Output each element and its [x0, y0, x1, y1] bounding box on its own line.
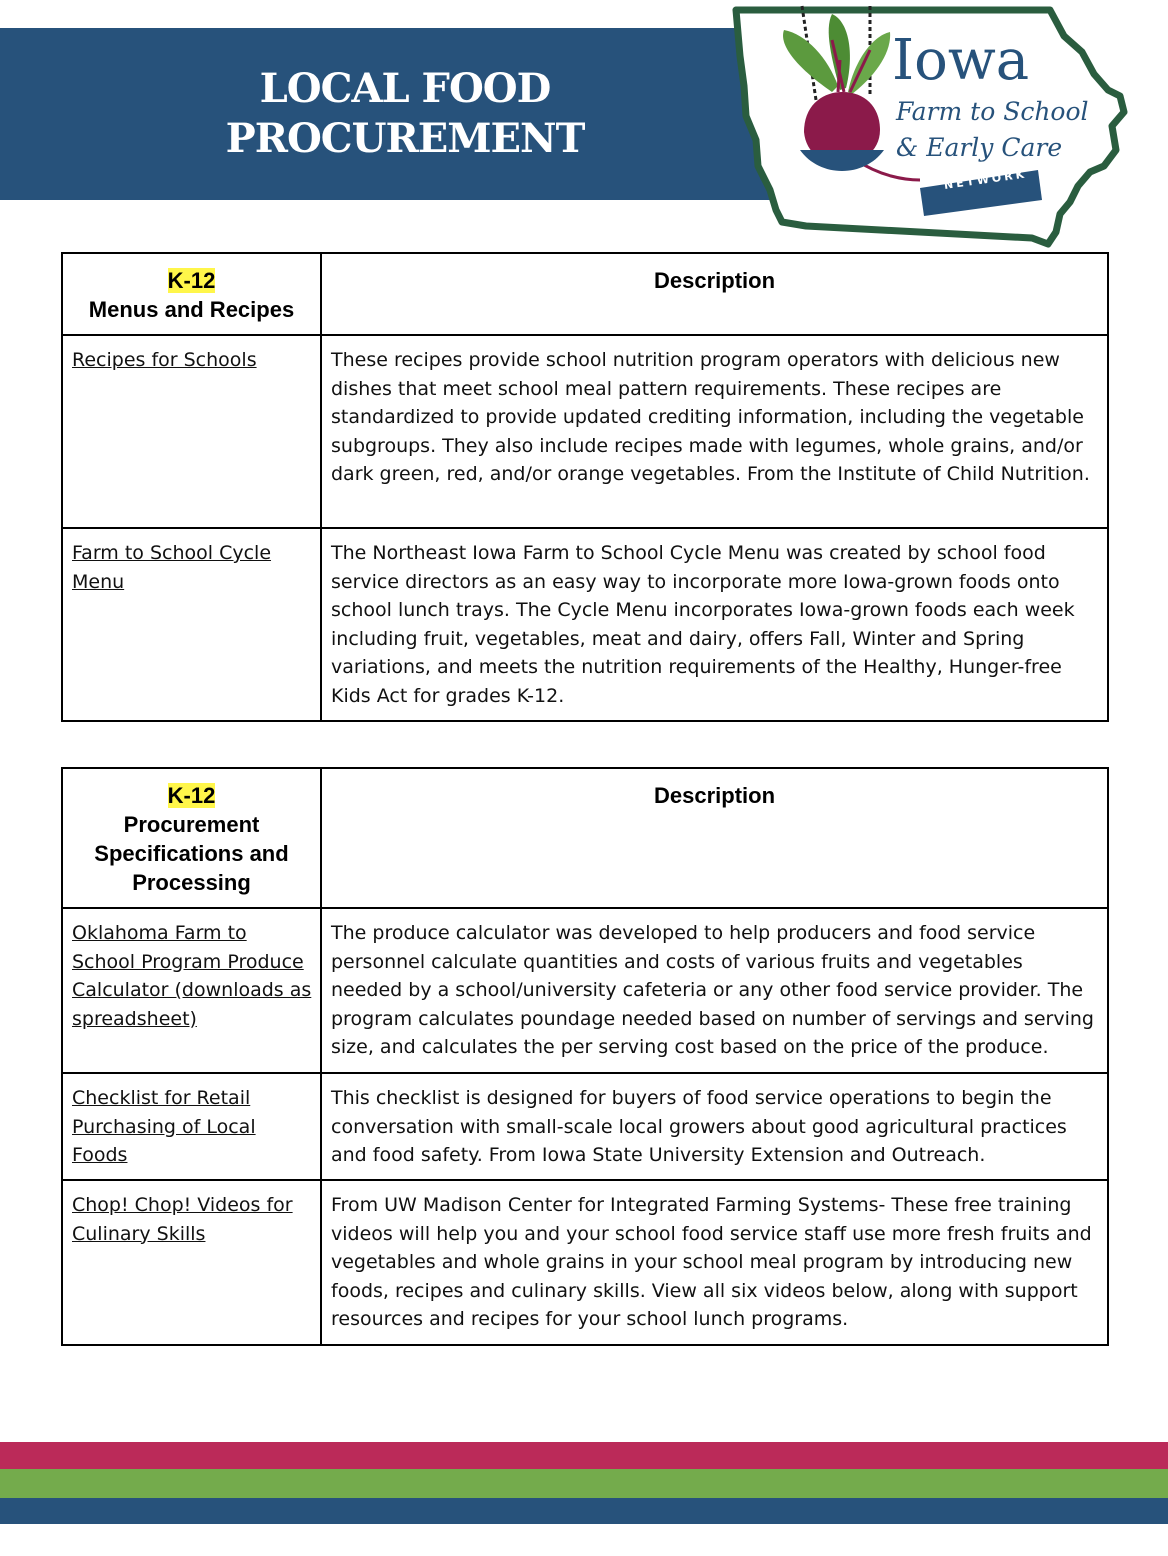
page-title-line2: PROCUREMENT	[225, 115, 585, 162]
procurement-table	[61, 767, 1109, 1346]
footer-stripe-pink	[0, 1442, 1168, 1469]
resource-link-retail-checklist[interactable]: Checklist for Retail Purchasing of Local Foods	[72, 1087, 256, 1166]
menus-recipes-table	[61, 252, 1109, 722]
k12-badge: K-12	[167, 783, 216, 808]
resource-link-produce-calculator[interactable]: Oklahoma Farm to School Program Produce Calculator (downloads as spreadsheet)	[72, 922, 312, 1030]
resource-cell	[62, 528, 321, 721]
iowa-farm-to-school-logo	[720, 0, 1150, 252]
k12-badge: K-12	[167, 268, 216, 293]
resource-link-farm-to-school-cycle-menu[interactable]: Farm to School Cycle Menu	[72, 542, 272, 593]
footer-stripe-green	[0, 1469, 1168, 1498]
resource-description: This checklist is designed for buyers of food service operations to begin the conversation with small-scale local growers about good agricultural practices and food safety. From Iowa State University Extension and Outreach.	[321, 1073, 1108, 1180]
logo-network-label: NETWORK	[943, 167, 1028, 192]
page-title-line1: LOCAL FOOD	[259, 65, 551, 112]
description-header: Description	[321, 253, 1108, 335]
table-header-row	[62, 768, 1108, 908]
resource-description: The produce calculator was developed to help producers and food service personnel calculate quantities and costs of various fruits and vegetables needed by a school/university cafeteria or any other food service provider. The program calculates poundage needed based on number of servings and serving size, and calculates the per serving cost based on the price of the produce.	[321, 908, 1108, 1073]
logo-subtitle-line1: Farm to School	[896, 97, 1089, 126]
table-header-row	[62, 253, 1108, 335]
logo-subtitle-line2: & Early Care	[896, 133, 1063, 162]
category-title-line3: Processing	[132, 870, 251, 895]
table-row	[62, 335, 1108, 528]
category-header	[62, 253, 321, 335]
footer-stripe-blue	[0, 1498, 1168, 1524]
category-title-line1: Procurement	[123, 812, 260, 837]
table-row	[62, 908, 1108, 1073]
description-header: Description	[321, 768, 1108, 908]
resource-cell	[62, 1180, 321, 1345]
category-header	[62, 768, 321, 908]
table-row	[62, 1073, 1108, 1180]
resource-description: From UW Madison Center for Integrated Farming Systems- These free training videos will help you and your school food service staff use more fresh fruits and vegetables and whole grains in your school meal program by introducing new foods, recipes and culinary skills. View all six videos below, along with support resources and recipes for your school lunch programs.	[321, 1180, 1108, 1345]
resource-description: These recipes provide school nutrition program operators with delicious new dishes that meet school meal pattern requirements. These recipes are standardized to provide updated crediting information, including the vegetable subgroups. They also include recipes made with legumes, whole grains, and/or dark green, red, and/or orange vegetables. From the Institute of Child Nutrition.	[321, 335, 1108, 528]
table-row	[62, 528, 1108, 721]
resource-cell	[62, 1073, 321, 1180]
resource-description: The Northeast Iowa Farm to School Cycle Menu was created by school food service directors as an easy way to incorporate more Iowa-grown foods onto school lunch trays. The Cycle Menu incorporates Iowa-grown foods each week including fruit, vegetables, meat and dairy, offers Fall, Winter and Spring variations, and meets the nutrition requirements of the Healthy, Hunger-free Kids Act for grades K-12.	[321, 528, 1108, 721]
resource-cell	[62, 908, 321, 1073]
category-title: Menus and Recipes	[88, 297, 295, 322]
resource-link-recipes-for-schools[interactable]: Recipes for Schools	[72, 349, 257, 371]
table-row	[62, 1180, 1108, 1345]
page-title	[190, 64, 620, 164]
category-title-line2: Specifications and	[94, 841, 289, 866]
resource-link-chop-chop-videos[interactable]: Chop! Chop! Videos for Culinary Skills	[72, 1194, 293, 1245]
resource-cell	[62, 335, 321, 528]
logo-title: Iowa	[892, 28, 1030, 93]
